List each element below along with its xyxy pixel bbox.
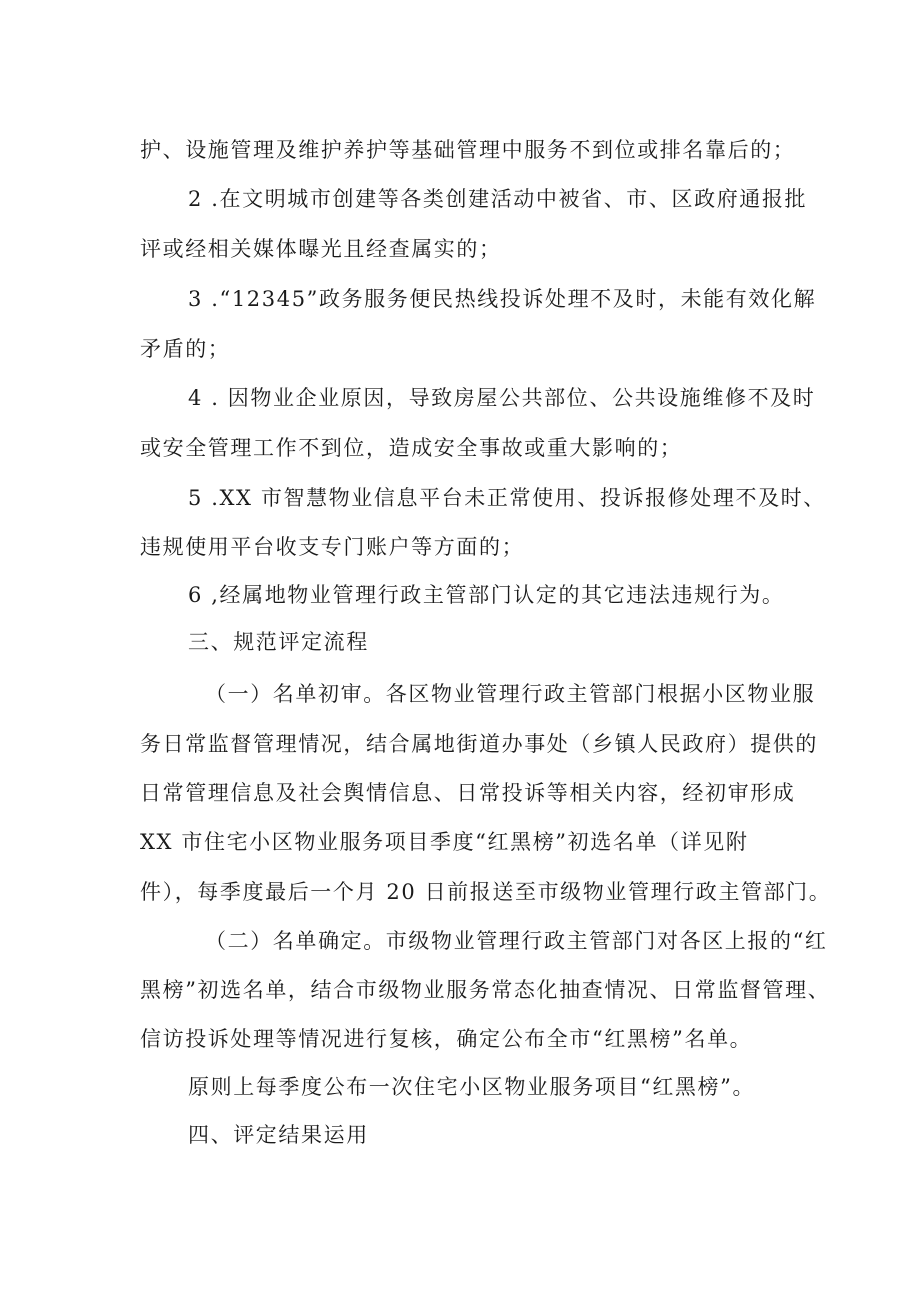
paragraph-2-line-2: 黑榜”初选名单，结合市级物业服务常态化抽查情况、日常监督管理、 (140, 978, 831, 1002)
list-item-6: 6 ,经属地物业管理行政主管部门认定的其它违法违规行为。 (188, 583, 785, 607)
paragraph-1-line-5: 件），每季度最后一个月 20 日前报送至市级物业管理行政主管部门。 (140, 880, 832, 904)
paragraph-1-line-3: 日常管理信息及社会舆情信息、日常投诉等相关内容，经初审形成 (140, 781, 796, 805)
paragraph-1-line-1: （一）名单初审。各区物业管理行政主管部门根据小区物业服 (205, 682, 816, 706)
list-item-3-line-2: 矛盾的； (140, 337, 231, 361)
paragraph-1-line-4: XX 市住宅小区物业服务项目季度“红黑榜”初选名单（详见附 (140, 830, 749, 854)
list-item-5-line-1: 5 .XX 市智慧物业信息平台未正常使用、投诉报修处理不及时、 (188, 486, 826, 510)
list-item-4-line-1: 4 . 因物业企业原因，导致房屋公共部位、公共设施维修不及时 (188, 386, 816, 410)
list-item-2-line-2: 评或经相关媒体曝光且经查属实的； (140, 237, 502, 261)
paragraph-3: 原则上每季度公布一次住宅小区物业服务项目“红黑榜”。 (188, 1075, 756, 1099)
text-line-1: 护、设施管理及维护养护等基础管理中服务不到位或排名靠后的； (140, 138, 796, 162)
list-item-4-line-2: 或安全管理工作不到位，造成安全事故或重大影响的； (140, 436, 683, 460)
paragraph-1-line-2: 务日常监督管理情况，结合属地街道办事处（乡镇人民政府）提供的 (140, 732, 818, 756)
section-heading-4: 四、评定结果运用 (188, 1123, 369, 1147)
list-item-2-line-1: 2 .在文明城市创建等各类创建活动中被省、市、区政府通报批 (188, 187, 808, 211)
list-item-5-line-2: 违规使用平台收支专门账户等方面的； (140, 535, 525, 559)
list-item-3-line-1: 3 .“12345”政务服务便民热线投诉处理不及时，未能有效化解 (188, 287, 817, 311)
paragraph-2-line-1: （二）名单确定。市级物业管理行政主管部门对各区上报的“红 (205, 929, 828, 953)
paragraph-2-line-3: 信访投诉处理等情况进行复核，确定公布全市“红黑榜”名单。 (140, 1027, 753, 1051)
section-heading-3: 三、规范评定流程 (188, 630, 369, 654)
